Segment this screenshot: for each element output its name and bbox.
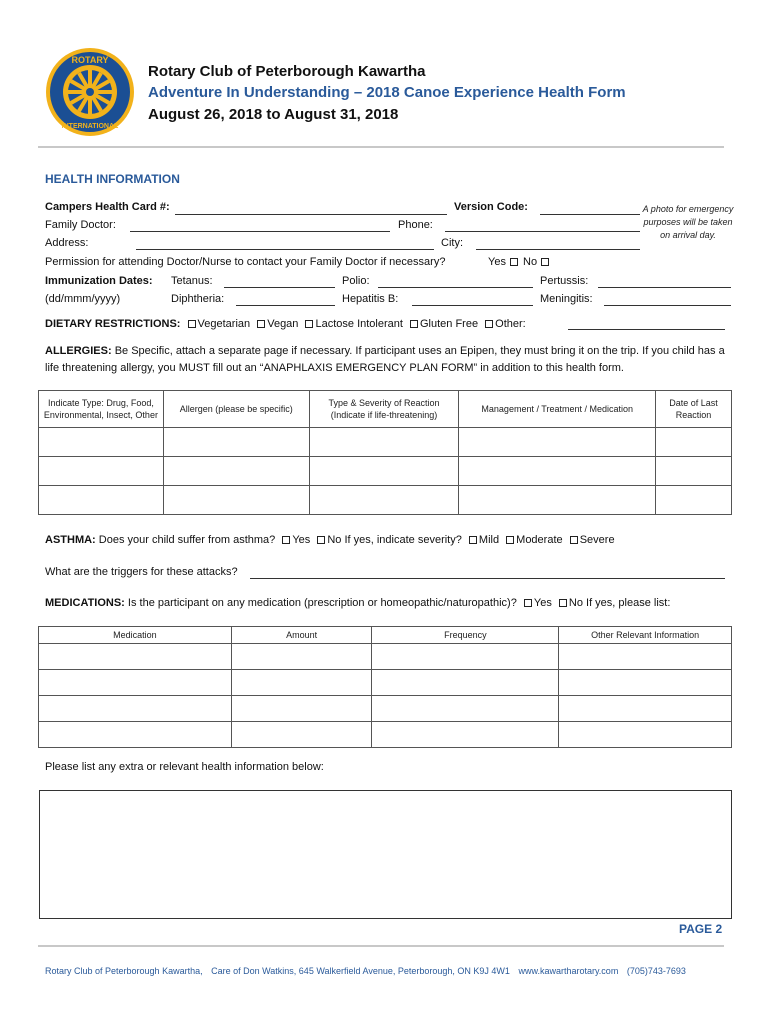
asthma-no-label: No [327,534,342,546]
form-title: Adventure In Understanding – 2018 Canoe Experience Health Form [148,84,626,101]
medications-no-checkbox[interactable] [559,599,567,607]
rotary-logo [44,44,136,140]
lactose-label: Lactose Intolerant [315,318,403,330]
table-row [39,696,732,722]
family-doctor-field[interactable] [130,231,390,232]
address-field[interactable] [136,249,434,250]
section-health-information: HEALTH INFORMATION [45,172,180,186]
med-col-medication: Medication [39,627,232,644]
immunization-label: Immunization Dates: [45,275,153,287]
address-label: Address: [45,237,89,249]
health-card-field[interactable] [175,214,447,215]
footer-org: Rotary Club of Peterborough Kawartha, [45,966,203,976]
moderate-checkbox[interactable] [506,536,514,544]
phone-label: Phone: [398,219,433,231]
asthma-label: ASTHMA: [45,534,96,546]
extra-info-prompt: Please list any extra or relevant health information below: [45,761,324,773]
vegan-label: Vegan [267,318,299,330]
table-row [39,457,732,486]
table-row [39,486,732,515]
allergies-label: ALLERGIES: [45,345,112,357]
diphtheria-field[interactable] [236,305,335,306]
med-col-amount: Amount [231,627,372,644]
medications-no-label: No [568,597,583,609]
tetanus-field[interactable] [224,287,335,288]
allergy-col-allergen: Allergen (please be specific) [163,391,309,428]
dietary-row [45,318,526,330]
pertussis-label: Pertussis: [540,275,589,287]
pertussis-field[interactable] [598,287,731,288]
allergy-col-date: Date of Last Reaction [656,391,732,428]
footer-address: Care of Don Watkins, 645 Walkerfield Avenue, Peterborough, ON K9J 4W1 [211,966,510,976]
vegetarian-checkbox[interactable] [188,320,196,328]
permission-yes-checkbox[interactable] [510,258,518,266]
allergy-col-type: Indicate Type: Drug, Food, Environmental, Insect, Other [39,391,164,428]
medications-yes-checkbox[interactable] [524,599,532,607]
org-title: Rotary Club of Peterborough Kawartha [148,63,426,80]
polio-label: Polio: [342,275,370,287]
asthma-row [45,534,615,546]
permission-question: Permission for attending Doctor/Nurse to contact your Family Doctor if necessary? [45,256,446,268]
permission-yes-label: Yes [488,256,506,268]
tetanus-label: Tetanus: [171,275,213,287]
triggers-field[interactable] [250,578,725,579]
dietary-label: DIETARY RESTRICTIONS: [45,318,181,330]
medications-yes-label: Yes [533,597,552,609]
gluten-label: Gluten Free [420,318,479,330]
mild-label: Mild [478,534,500,546]
phone-field[interactable] [445,231,640,232]
severe-label: Severe [579,534,615,546]
medications-label: MEDICATIONS: [45,597,125,609]
gluten-checkbox[interactable] [410,320,418,328]
logo-top-text: ROTARY [71,55,109,65]
triggers-label: What are the triggers for these attacks? [45,566,238,578]
mild-checkbox[interactable] [469,536,477,544]
medications-list-prompt: If yes, please list: [586,597,671,609]
medications-table [38,626,732,748]
allergies-table [38,390,732,515]
vegan-checkbox[interactable] [257,320,265,328]
permission-no-label: No [523,256,538,268]
allergy-col-reaction: Type & Severity of Reaction (Indicate if life-threatening) [309,391,459,428]
footer-divider [38,945,724,947]
asthma-yes-checkbox[interactable] [282,536,290,544]
allergies-text: Be Specific, attach a separate page if necessary. If participant uses an Epipen, they must bring it on the trip. If you child has a life threatening allergy, you MUST fill out an “ANAPHLAXIS EMERGENCY PLAN FORM” in addition to this health form. [45,345,725,374]
meningitis-label: Meningitis: [540,293,593,305]
hepatitis-label: Hepatitis B: [342,293,399,305]
table-row [39,722,732,748]
medications-row [45,597,670,609]
meningitis-field[interactable] [604,305,731,306]
health-card-label: Campers Health Card #: [45,201,170,213]
version-code-field[interactable] [540,214,640,215]
table-row [39,428,732,457]
footer-website[interactable]: www.kawartharotary.com [518,966,619,976]
permission-options [488,256,551,268]
table-row [39,644,732,670]
lactose-checkbox[interactable] [305,320,313,328]
medications-question: Is the participant on any medication (prescription or homeopathic/naturopathic)? [127,597,517,609]
asthma-no-checkbox[interactable] [317,536,325,544]
asthma-yes-label: Yes [292,534,311,546]
extra-info-textarea[interactable] [39,790,732,919]
hepatitis-field[interactable] [412,305,533,306]
med-col-frequency: Frequency [372,627,559,644]
other-diet-label: Other: [495,318,526,330]
page-number: PAGE 2 [679,922,723,936]
version-code-label: Version Code: [454,201,528,213]
allergy-col-management: Management / Treatment / Medication [459,391,656,428]
photo-note: A photo for emergency purposes will be taken on arrival day. [642,204,734,240]
footer [45,966,692,976]
polio-field[interactable] [378,287,533,288]
permission-no-checkbox[interactable] [541,258,549,266]
form-dates: August 26, 2018 to August 31, 2018 [148,106,399,123]
severe-checkbox[interactable] [570,536,578,544]
moderate-label: Moderate [516,534,563,546]
family-doctor-label: Family Doctor: [45,219,116,231]
severity-question: If yes, indicate severity? [344,534,462,546]
med-col-other: Other Relevant Information [559,627,732,644]
other-diet-field[interactable] [568,329,725,330]
header-divider [38,146,724,148]
other-diet-checkbox[interactable] [485,320,493,328]
city-label: City: [441,237,463,249]
logo-bottom-text: INTERNATIONAL [61,123,119,130]
date-format-label: (dd/mmm/yyyy) [45,293,121,305]
city-field[interactable] [476,249,640,250]
vegetarian-label: Vegetarian [197,318,251,330]
asthma-question: Does your child suffer from asthma? [98,534,276,546]
footer-phone: (705)743-7693 [626,966,686,976]
allergies-paragraph [45,343,730,377]
table-row [39,670,732,696]
diphtheria-label: Diphtheria: [171,293,225,305]
